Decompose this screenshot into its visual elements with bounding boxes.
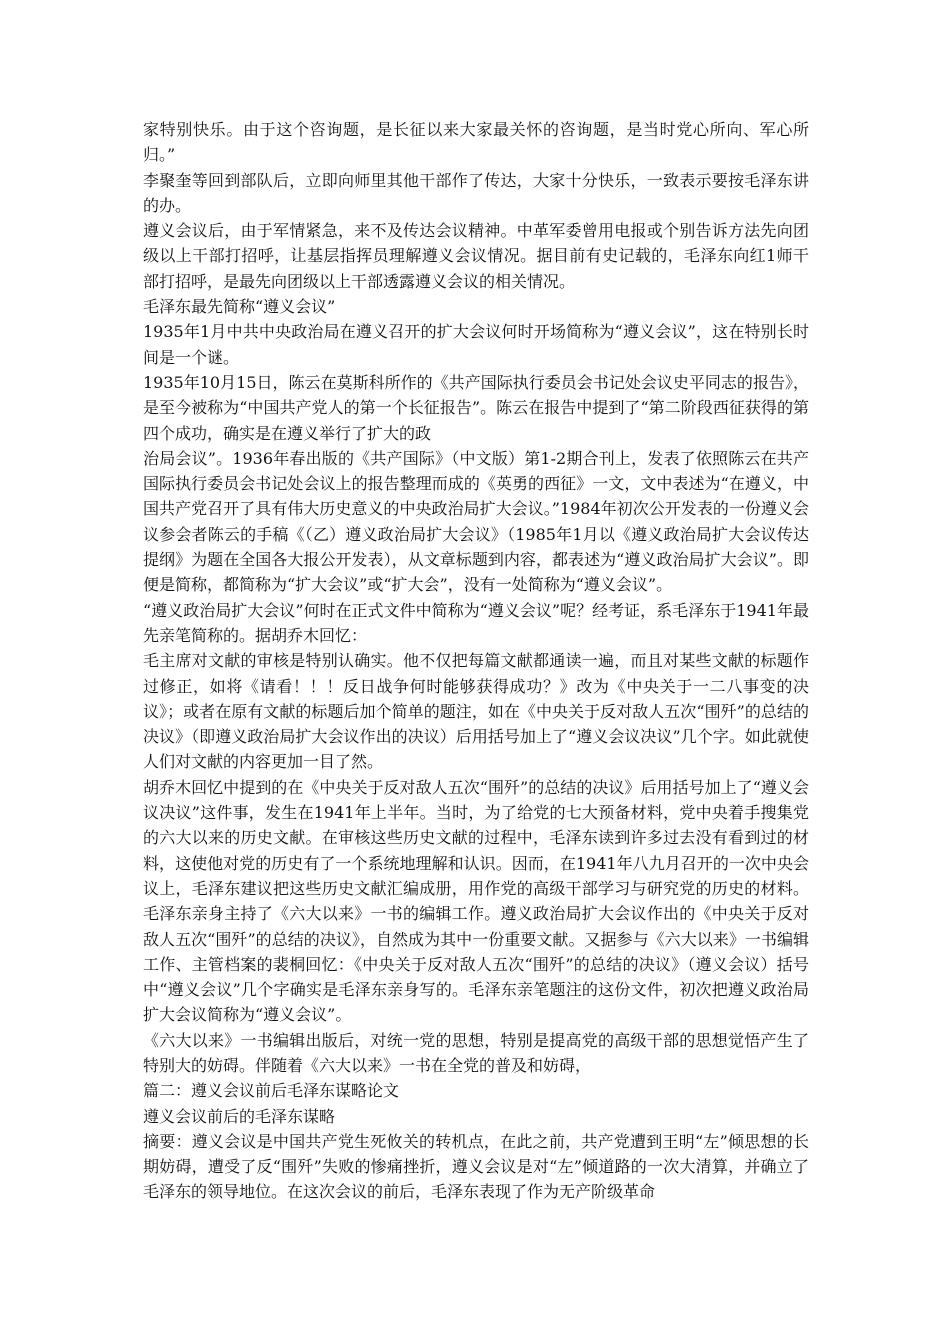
paragraph: 胡乔木回忆中提到的在《中央关于反对敌人五次“围歼”的总结的决议》后用括号加上了“遵义会议决议”这件事，发生在1941年上半年。当时，为了给党的七大预备材料，党中央着手搜集党的六大以来的历史文献。在审核这些历史文献的过程中，毛泽东读到许多过去没有看到过的材料，这使他对党的历史有了一个系统地理解和认识。因而，在1941年八九月召开的一次中央会议上，毛泽东建议把这些历史文献汇编成册，用作党的高级干部学习与研究党的历史的材料。毛泽东亲身主持了《六大以来》一书的编辑工作。遵义政治局扩大会议作出的《中央关于反对敌人五次“围歼”的总结的决议》，自然成为其中一份重要文献。又据参与《六大以来》一书编辑工作、主管档案的裴桐回忆：《中央关于反对敌人五次“围歼”的总结的决议》（遵义会议）括号中“遵义会议”几个字确实是毛泽东亲身写的。毛泽东亲笔题注的这份文件，初次把遵义政治局扩大会议简称为“遵义会议”。 — [143, 777, 809, 1025]
paragraph: 遵义会议后，由于军情紧急，来不及传达会议精神。中革军委曾用电报或个别告诉方法先向团级以上干部打招呼，让基层指挥员理解遵义会议情况。据目前有史记载的，毛泽东向红1师干部打招呼，是最先向团级以上干部透露遵义会议的相关情况。 — [143, 221, 809, 291]
paragraph: 1935年1月中共中央政治局在遵义召开的扩大会议何时开场简称为“遵义会议”，这在特别长时间是一个谜。 — [143, 322, 809, 367]
paragraph: “遵义政治局扩大会议”何时在正式文件中简称为“遵义会议”呢？经考证，系毛泽东于1941年最先亲笔简称的。据胡乔木回忆： — [143, 600, 809, 645]
document-body — [143, 117, 809, 1205]
paragraph: 李聚奎等回到部队后，立即向师里其他干部作了传达，大家十分快乐，一致表示要按毛泽东讲的办。 — [143, 170, 809, 215]
paragraph: 治局会议”。1936年春出版的《共产国际》（中文版）第1-2期合刊上，发表了依照陈云在共产国际执行委员会书记处会议上的报告整理而成的《英勇的西征》一文，文中表述为“在遵义，中国共产党召开了具有伟大历史意义的中央政治局扩大会议。”1984年初次公开发表的一份遵义会议参会者陈云的手稿《（乙）遵义政治局扩大会议》（1985年1月以《遵义政治局扩大会议传达提纲》为题在全国各大报公开发表），从文章标题到内容，都表述为“遵义政治局扩大会议”。即便是简称，都简称为“扩大会议”或“扩大会”，没有一处简称为“遵义会议”。 — [143, 448, 809, 595]
article-subtitle: 遵义会议前后的毛泽东谋略 — [143, 1106, 336, 1126]
paragraph: 家特别快乐。由于这个咨询题，是长征以来大家最关怀的咨询题，是当时党心所向、军心所归。” — [143, 120, 809, 165]
section-heading: 毛泽东最先简称“遵义会议” — [143, 297, 336, 317]
abstract-paragraph: 摘要：遵义会议是中国共产党生死攸关的转机点，在此之前，共产党遭到王明“左”倾思想的长期妨碍，遭受了反“围歼”失败的惨痛挫折，遵义会议是对“左”倾道路的一次大清算，并确立了毛泽东的领导地位。在这次会议的前后，毛泽东表现了作为无产阶级革命 — [143, 1131, 809, 1202]
paragraph: 1935年10月15日，陈云在莫斯科所作的《共产国际执行委员会书记处会议史平同志的报告》，是至今被称为“中国共产党人的第一个长征报告”。陈云在报告中提到了“第二阶段西征获得的第四个成功，确实是在遵义举行了扩大的政 — [143, 372, 809, 443]
article-title: 篇二：遵义会议前后毛泽东谋略论文 — [143, 1081, 400, 1101]
paragraph: 《六大以来》一书编辑出版后，对统一党的思想，特别是提高党的高级干部的思想觉悟产生了特别大的妨碍。伴随着《六大以来》一书在全党的普及和妨碍， — [143, 1030, 809, 1075]
quote-paragraph: 毛主席对文献的审核是特别认确实。他不仅把每篇文献都通读一遍，而且对某些文献的标题作过修正，如将《请看！！！反日战争何时能够获得成功？》改为《中央关于一二八事变的决议》；或者在原有文献的标题后加个简单的题注，如在《中央关于反对敌人五次“围歼”的总结的决议》（即遵义政治局扩大会议作出的决议）后用括号加上了“遵义会议决议”几个字。如此就使人们对文献的内容更加一目了然。 — [143, 651, 809, 772]
